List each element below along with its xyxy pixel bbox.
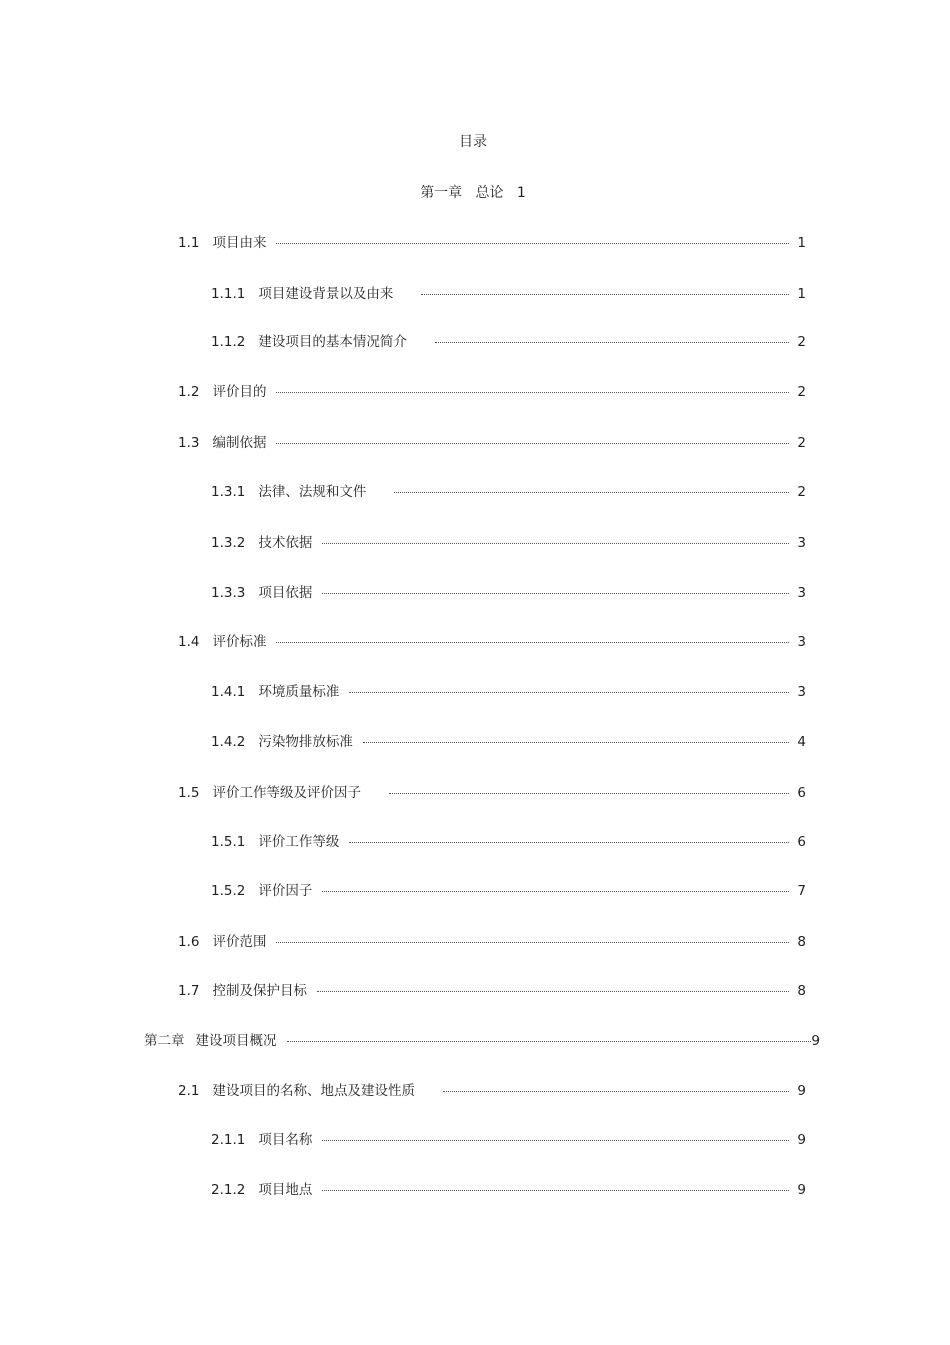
toc-entry[interactable] (211, 732, 806, 752)
toc-entry-number: 1.2 (178, 384, 200, 400)
toc-entry-page: 1 (797, 235, 806, 251)
dot-leader (322, 593, 789, 594)
dot-leader (322, 543, 789, 544)
toc-entry-page: 6 (797, 834, 806, 850)
toc-entry-title: 控制及保护目标 (212, 983, 307, 999)
toc-entry-number: 1.4.2 (211, 734, 246, 750)
dot-leader (363, 742, 790, 743)
toc-entry-number: 1.3.1 (211, 484, 246, 500)
toc-entry-page: 6 (797, 785, 806, 801)
dot-leader (421, 294, 789, 295)
toc-entry[interactable] (178, 382, 806, 402)
toc-entry-title: 评价目的 (212, 384, 267, 400)
toc-entry-page: 2 (797, 484, 806, 500)
toc-entry[interactable] (211, 832, 806, 852)
toc-entry[interactable] (211, 284, 806, 304)
toc-entry-title: 评价工作等级 (258, 834, 340, 850)
toc-entry-title: 评价工作等级及评价因子 (212, 785, 361, 801)
toc-entry[interactable] (178, 932, 806, 952)
toc-entry[interactable] (211, 1130, 806, 1150)
toc-entry-title: 法律、法规和文件 (258, 484, 367, 500)
toc-entry[interactable] (178, 433, 806, 453)
toc-entry-number: 1.1.1 (211, 286, 246, 302)
dot-leader (276, 392, 789, 393)
toc-entry[interactable] (211, 583, 806, 603)
toc-entry-title: 评价因子 (258, 883, 313, 899)
toc-entry[interactable] (211, 881, 806, 901)
toc-entry-page: 8 (797, 983, 806, 999)
toc-entry-title: 项目名称 (258, 1132, 313, 1148)
toc-entry-number: 1.3 (178, 435, 200, 451)
toc-entry-page: 2 (797, 435, 806, 451)
toc-entry-page: 3 (797, 634, 806, 650)
toc-entry-page: 2 (797, 334, 806, 350)
toc-entry-title: 项目依据 (258, 585, 313, 601)
toc-entry-title: 项目由来 (212, 235, 267, 251)
dot-leader (322, 891, 789, 892)
dot-leader (389, 793, 789, 794)
toc-entry-page: 3 (797, 585, 806, 601)
dot-leader (276, 243, 789, 244)
toc-entry[interactable] (211, 533, 806, 553)
dot-leader (435, 342, 790, 343)
toc-entry-number: 2.1 (178, 1083, 200, 1099)
toc-entry-page: 7 (797, 883, 806, 899)
toc-entry-title: 建设项目的基本情况简介 (258, 334, 407, 350)
toc-entry-page: 1 (797, 286, 806, 302)
toc-entry-page: 9 (797, 1182, 806, 1198)
toc-entry-number: 1.3.3 (211, 585, 246, 601)
toc-entry-number: 1.5 (178, 785, 200, 801)
toc-entry-title: 评价范围 (212, 934, 267, 950)
toc-entry-number: 1.5.2 (211, 883, 246, 899)
toc-entry-page: 2 (797, 384, 806, 400)
toc-entry-number: 1.4 (178, 634, 200, 650)
dot-leader (287, 1041, 812, 1042)
toc-entry-number: 1.4.1 (211, 684, 246, 700)
toc-entry-title: 建设项目概况 (195, 1033, 277, 1049)
toc-entry[interactable] (178, 783, 806, 803)
toc-entry[interactable] (211, 332, 806, 352)
toc-entry-title: 技术依据 (258, 535, 313, 551)
dot-leader (349, 842, 789, 843)
toc-entry-title: 编制依据 (212, 435, 267, 451)
dot-leader (317, 991, 789, 992)
dot-leader (443, 1091, 789, 1092)
dot-leader (322, 1140, 789, 1141)
toc-entry-number: 1.1.2 (211, 334, 246, 350)
toc-entry-title: 污染物排放标准 (258, 734, 353, 750)
toc-entry-number: 1.7 (178, 983, 200, 999)
chapter-1-heading: 第一章 总论 1 (420, 185, 526, 201)
toc-entry-number: 2.1.1 (211, 1132, 246, 1148)
dot-leader (322, 1190, 789, 1191)
toc-title: 目录 (459, 134, 487, 150)
toc-entry-number: 1.5.1 (211, 834, 246, 850)
toc-entry-number: 2.1.2 (211, 1182, 246, 1198)
toc-entry-page: 4 (797, 734, 806, 750)
toc-entry-title: 项目建设背景以及由来 (258, 286, 394, 302)
toc-entry[interactable] (178, 233, 806, 253)
toc-entry-page: 3 (797, 684, 806, 700)
toc-entry-page: 9 (811, 1033, 820, 1049)
dot-leader (276, 443, 789, 444)
toc-entry-page: 8 (797, 934, 806, 950)
toc-entry-title: 评价标准 (212, 634, 267, 650)
toc-entry[interactable] (178, 632, 806, 652)
toc-entry-page: 9 (797, 1132, 806, 1148)
toc-entry[interactable] (211, 682, 806, 702)
toc-entry[interactable] (178, 1081, 806, 1101)
dot-leader (276, 942, 789, 943)
toc-entry[interactable] (211, 482, 806, 502)
toc-entry-title: 建设项目的名称、地点及建设性质 (212, 1083, 415, 1099)
toc-entry-page: 9 (797, 1083, 806, 1099)
dot-leader (394, 492, 789, 493)
toc-chapter-entry[interactable] (144, 1031, 820, 1051)
toc-entry-number: 第二章 (144, 1033, 185, 1049)
dot-leader (276, 642, 789, 643)
toc-entry-number: 1.3.2 (211, 535, 246, 551)
toc-entry-number: 1.6 (178, 934, 200, 950)
toc-entry-number: 1.1 (178, 235, 200, 251)
toc-entry-title: 环境质量标准 (258, 684, 340, 700)
toc-entry-title: 项目地点 (258, 1182, 313, 1198)
toc-entry[interactable] (211, 1180, 806, 1200)
toc-entry-page: 3 (797, 535, 806, 551)
toc-entry[interactable] (178, 981, 806, 1001)
dot-leader (349, 692, 789, 693)
